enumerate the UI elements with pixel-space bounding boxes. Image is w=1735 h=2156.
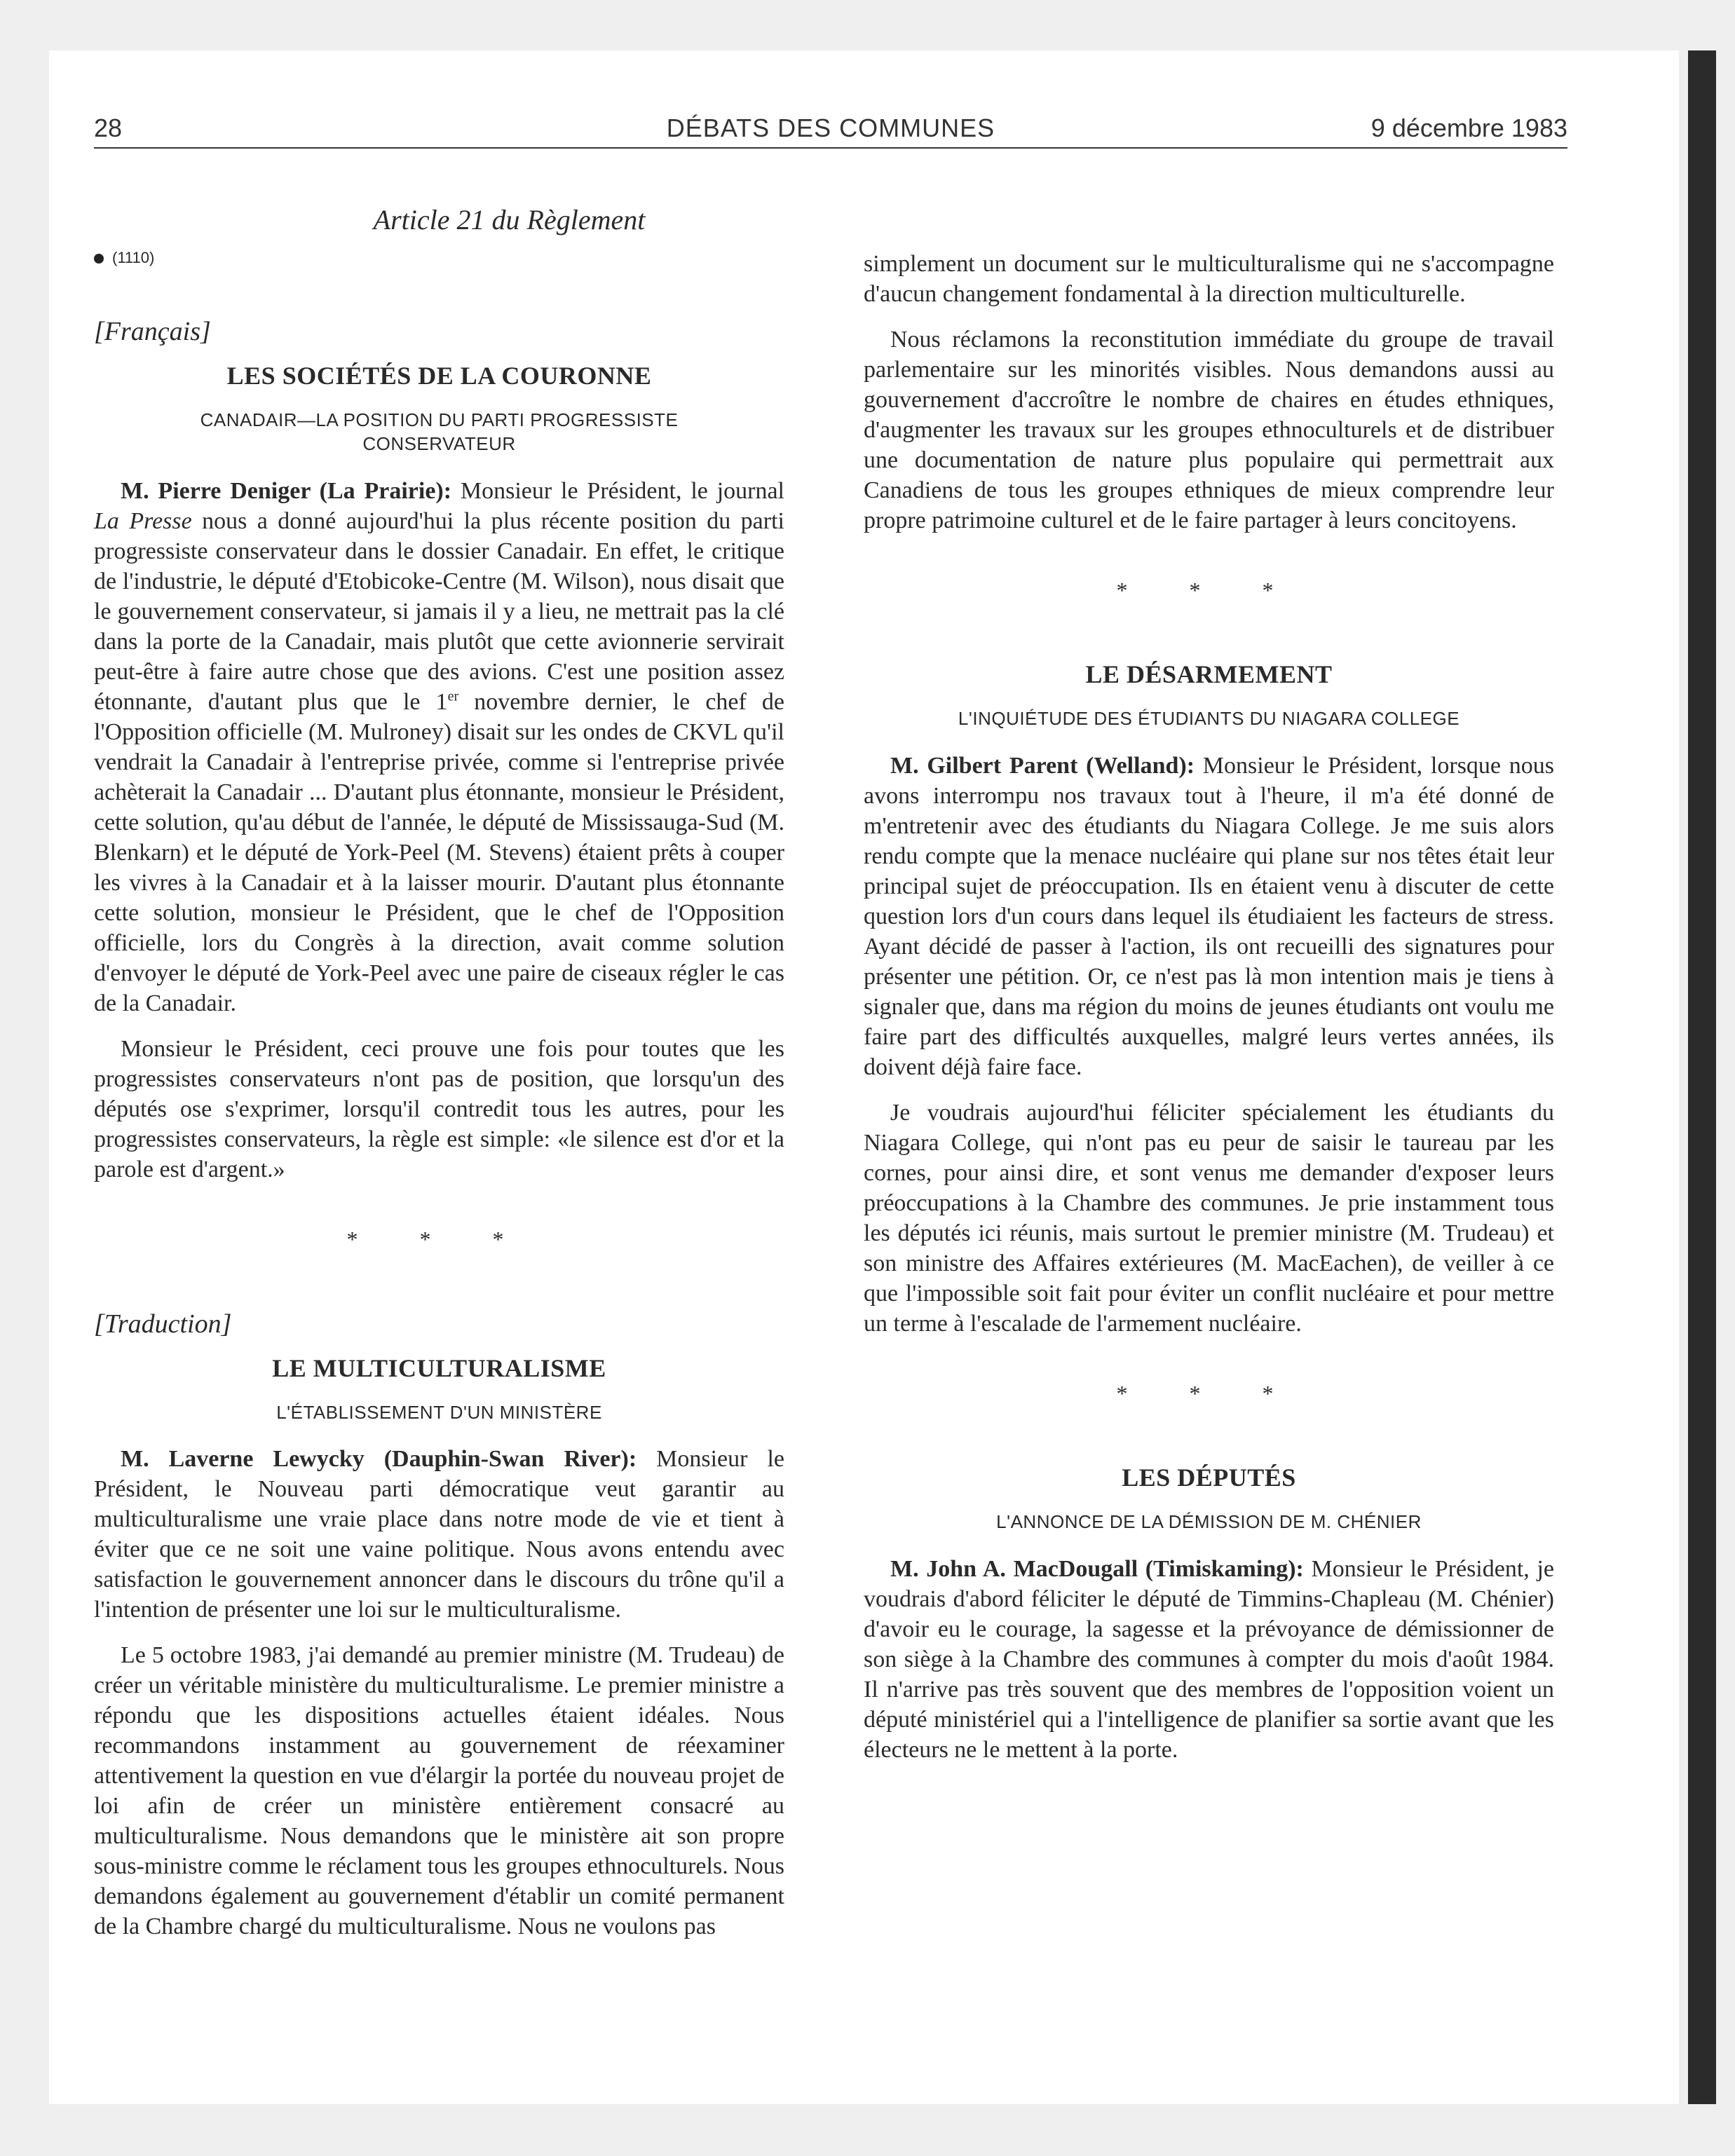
section-title: LES DÉPUTÉS (1122, 1463, 1296, 1492)
section-subtitle: L'ÉTABLISSEMENT D'UN MINISTÈRE (276, 1401, 602, 1423)
speaker: M. Pierre Deniger (La Prairie): (121, 477, 452, 504)
section-title: LE DÉSARMEMENT (1085, 660, 1333, 688)
section-subtitle: L'ANNONCE DE LA DÉMISSION DE M. CHÉNIER (996, 1510, 1422, 1532)
paragraph: Le 5 octobre 1983, j'ai demandé au premier ministre (M. Trudeau) de créer un véritable ministère du multiculturalisme. Le premier ministre a répondu que les dispositions actuelles étaient idéales. Nous recommandons instamment au gouvernement de réexaminer attentivement la question en vue d'élargir la portée du nouveau projet de loi afin de créer un ministère entièrement consacré au multiculturalisme. Nous demandons que le ministère ait son propre sous-ministre comme le réclament tous les groupes ethnoculturels. Nous demandons également au gouvernement d'établir un comité permanent de la Chambre chargé du multiculturalisme. Nous ne voulons pas (94, 1642, 784, 1940)
paragraph: Je voudrais aujourd'hui féliciter spécialement les étudiants du Niagara College, qui n'ont pas eu peur de saisir le taureau par les cornes, pour ainsi dire, et sont venus me demander d'exposer leurs préoccupations à la Chambre des communes. Je prie instamment tous les députés ici réunis, mais surtout le premier ministre (M. Trudeau) et son ministre des Affaires extérieures (M. MacEachen), de veiller à ce que l'impossible soit fait pour éviter un conflit nucléaire et pour mettre un terme à l'escalade de l'armement nucléaire. (864, 1099, 1554, 1337)
publication-date: 9 décembre 1983 (1370, 114, 1567, 142)
section-separator: * * * (1116, 578, 1302, 603)
section-title: LES SOCIÉTÉS DE LA COURONNE (226, 362, 652, 390)
language-note: [Traduction] (94, 1309, 232, 1339)
left-column (94, 203, 784, 1957)
publication-title: DÉBATS DES COMMUNES (666, 114, 995, 142)
section-title: LE MULTICULTURALISME (272, 1353, 606, 1382)
paragraph: Monsieur le Président, ceci prouve une fois pour toutes que les progressistes conservateurs n'ont pas de position, que lorsqu'un des députés ose s'exprimer, lorsqu'il contredit tous les autres, pour les progressistes conservateurs, la règle est simple: «le silence est d'or et la parole est d'argent.» (94, 1035, 784, 1182)
language-note: [Français] (94, 317, 211, 346)
speaker: M. Laverne Lewycky (Dauphin-Swan River): (121, 1446, 637, 1473)
bullet-icon (94, 254, 104, 264)
page-number: 28 (94, 114, 123, 142)
speaker: M. John A. MacDougall (Timiskaming): (890, 1555, 1304, 1582)
paragraph: M. Pierre Deniger (La Prairie): Monsieur le Président, le journal La Presse nous a donné aujourd'hui la plus récente position du parti progressiste conservateur dans le dossier Canadair. En effet, le critique de l'industrie, le député d'Etobicoke-Centre (M. Wilson), nous disait que le gouvernement conservateur, si jamais il y a lieu, ne mettrait pas la clé dans la porte de la Canadair, mais plutôt que cette avionnerie servirait peut-être à faire autre chose que des avions. C'est une position assez étonnante, d'autant plus que le 1er novembre dernier, le chef de l'Opposition officielle (M. Mulroney) disait sur les ondes de CKVL qu'il vendrait la Canadair à l'entreprise privée, comme si l'entreprise privée achèterait la Canadair ... D'autant plus étonnante, monsieur le Président, cette solution, qu'au début de l'année, le député de Mississauga-Sud (M. Blenkarn) et le député de York-Peel (M. Stevens) étaient prêts à couper les vivres à la Canadair et à la laisser mourir. D'autant plus étonnante cette solution, monsieur le Président, que le chef de l'Opposition officielle, lors du Congrès à la direction, avait comme solution d'envoyer le député de York-Peel avec une paire de ciseaux régler le cas de la Canadair. (94, 477, 784, 1016)
timestamp: (1110) (94, 249, 784, 267)
paragraph: Nous réclamons la reconstitution immédiate du groupe de travail parlementaire sur les minorités visibles. Nous demandons aussi au gouvernement d'accroître le nombre de chaires en études ethniques, d'augmenter les travaux sur les groupes ethnoculturels et de distribuer une documentation de nature plus populaire qui permettrait aux Canadiens de tous les groupes ethniques de mieux comprendre leur propre patrimoine culturel et de le faire partager à leurs concitoyens. (864, 327, 1554, 533)
running-header (94, 105, 1567, 149)
section-subtitle: L'INQUIÉTUDE DES ÉTUDIANTS DU NIAGARA COLLEGE (958, 708, 1460, 729)
paragraph: simplement un document sur le multiculturalisme qui ne s'accompagne d'aucun changement fondamental à la direction multiculturelle. (864, 251, 1554, 307)
section-separator: * * * (1116, 1380, 1302, 1406)
speaker: M. Gilbert Parent (Welland): (890, 752, 1195, 779)
section-separator: * * * (346, 1226, 532, 1252)
section-subtitle: CANADAIR—LA POSITION DU PARTI PROGRESSISTE CONSERVATEUR (200, 409, 679, 454)
right-column (864, 249, 1554, 1780)
scan-edge (1688, 50, 1716, 2104)
paragraph: M. Laverne Lewycky (Dauphin-Swan River): Monsieur le Président, le Nouveau parti démocratique veut garantir au multiculturalisme une vraie place dans notre mode de vie et tient à éviter que ce ne soit une vaine politique. Nous avons entendu avec satisfaction le gouvernement annoncer dans le discours du trône qu'il a l'intention de présenter une loi sur le multiculturalisme. (94, 1446, 784, 1623)
paragraph: M. John A. MacDougall (Timiskaming): Monsieur le Président, je voudrais d'abord féliciter le député de Timmins-Chapleau (M. Chénier) d'avoir eu le courage, la sagesse et la prévoyance de démissionner de son siège à la Chambre des communes à compter du mois d'août 1984. Il n'arrive pas très souvent que des membres de l'opposition voient un député ministériel qui a l'intelligence de planifier sa sortie avant que les électeurs ne le mettent à la porte. (864, 1555, 1554, 1763)
paragraph: M. Gilbert Parent (Welland): Monsieur le Président, lorsque nous avons interrompu nos travaux tout à l'heure, il m'a été donné de m'entretenir avec des étudiants du Niagara College. Je me suis alors rendu compte que la menace nucléaire qui plane sur nos têtes était leur principal sujet de préoccupation. Ils en étaient venu à discuter de cette question lors d'un cours dans lequel ils étudiaient les facteurs de stress. Ayant décidé de passer à l'action, ils ont recueilli des signatures pour présenter une pétition. Or, ce n'est pas là mon intention mais je tiens à signaler que, dans ma région du moins de jeunes étudiants ont voulu me faire part des difficultés auxquelles, malgré leurs vertes années, ils doivent déjà faire face. (864, 752, 1554, 1080)
article-heading: Article 21 du Règlement (373, 204, 646, 236)
